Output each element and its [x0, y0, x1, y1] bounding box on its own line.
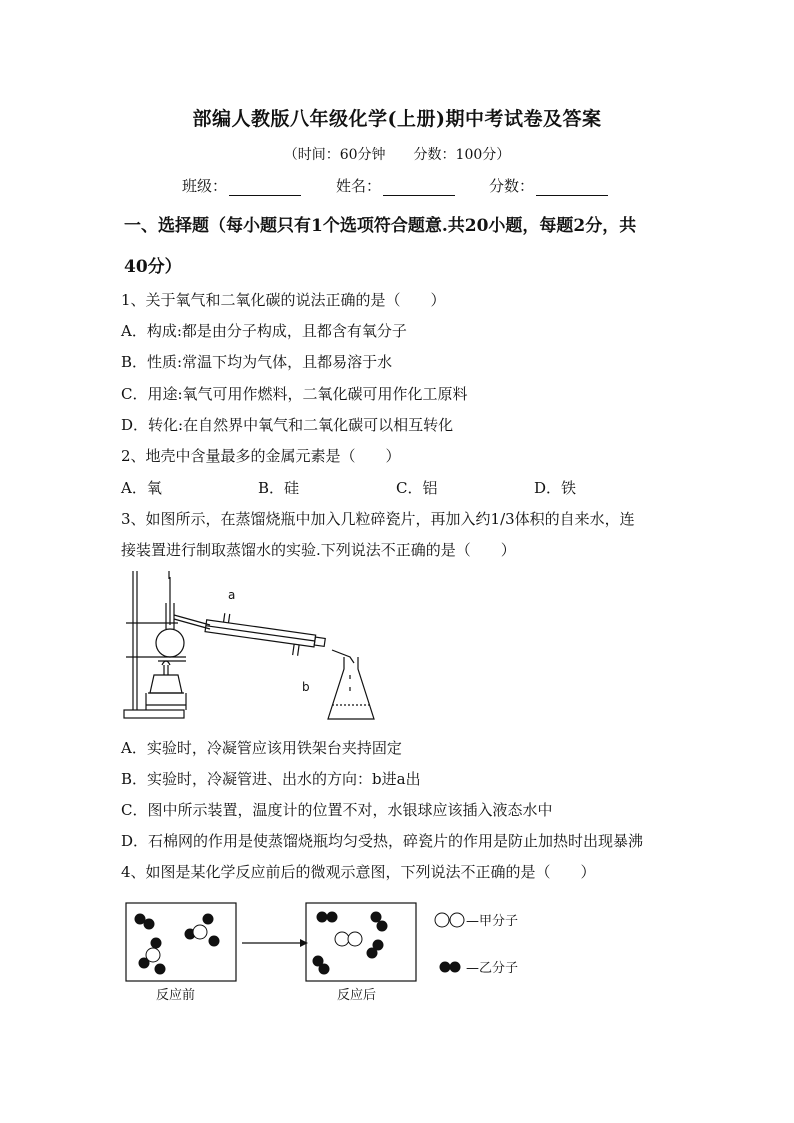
class-blank[interactable]: [229, 181, 301, 196]
alcohol-lamp: [150, 675, 182, 693]
question-3-option-c: C．图中所示装置，温度计的位置不对，水银球应该插入液态水中: [121, 801, 553, 819]
name-field: [336, 175, 455, 196]
class-field: [182, 175, 301, 196]
question-3-option-a: A．实验时，冷凝管应该用铁架台夹持固定: [121, 739, 402, 757]
name-label: 姓名：: [336, 177, 382, 195]
legend-jia-molecule: [435, 913, 464, 927]
question-4-stem: 4、如图是某化学反应前后的微观示意图，下列说法不正确的是（ ）: [121, 863, 596, 881]
question-3-stem: 3、如图所示，在蒸馏烧瓶中加入几粒碎瓷片，再加入约1/3体积的自来水，连: [121, 510, 635, 528]
question-2-option-a: A．氧: [121, 479, 162, 497]
distilling-flask: [156, 629, 184, 657]
section-heading-cont: 40分）: [124, 257, 182, 277]
page-title: 部编人教版八年级化学(上册)期中考试卷及答案: [192, 108, 602, 130]
question-2-option-c: C．铝: [396, 479, 438, 497]
question-1-option-d: D．转化:在自然界中氧气和二氧化碳可以相互转化: [121, 416, 454, 434]
score-label: 分数：: [489, 177, 535, 195]
distillation-apparatus-figure: [118, 565, 380, 725]
exam-time-score: （时间：60分钟 分数：100分）: [283, 147, 511, 163]
score-field: [489, 175, 608, 196]
before-reaction-label: 反应前: [156, 988, 196, 1003]
legend-yi-molecule: [440, 962, 460, 972]
legend-yi-label: —乙分子: [466, 961, 519, 976]
question-3-option-d: D．石棉网的作用是使蒸馏烧瓶均匀受热，碎瓷片的作用是防止加热时出现暴沸: [121, 832, 644, 850]
name-blank[interactable]: [383, 181, 455, 196]
inlet-label-a: a: [228, 588, 236, 602]
question-1-option-a: A．构成:都是由分子构成，且都含有氧分子: [121, 322, 407, 340]
question-1-stem: 1、关于氧气和二氧化碳的说法正确的是（ ）: [121, 291, 446, 309]
stand-base: [124, 710, 184, 718]
class-label: 班级：: [182, 177, 228, 195]
section-heading: 一、选择题（每小题只有1个选项符合题意.共20小题，每题2分，共: [124, 216, 637, 236]
question-2-option-d: D．铁: [534, 479, 577, 497]
outlet-label-b: b: [302, 680, 310, 694]
question-2-option-b: B．硅: [258, 479, 300, 497]
after-reaction-label: 反应后: [337, 988, 377, 1003]
legend-jia-label: —甲分子: [466, 914, 519, 929]
question-3-option-b: B．实验时，冷凝管进、出水的方向：b进a出: [121, 770, 421, 788]
question-1-option-b: B．性质:常温下均为气体，且都易溶于水: [121, 353, 393, 371]
question-2-stem: 2、地壳中含量最多的金属元素是（ ）: [121, 447, 401, 465]
question-1-option-c: C．用途:氧气可用作燃料，二氧化碳可用作化工原料: [121, 385, 468, 403]
reaction-micro-diagram: [120, 897, 550, 1007]
receiving-flask: [328, 657, 374, 719]
score-blank[interactable]: [536, 181, 608, 196]
question-3-stem-cont: 接装置进行制取蒸馏水的实验.下列说法不正确的是（ ）: [121, 541, 516, 559]
